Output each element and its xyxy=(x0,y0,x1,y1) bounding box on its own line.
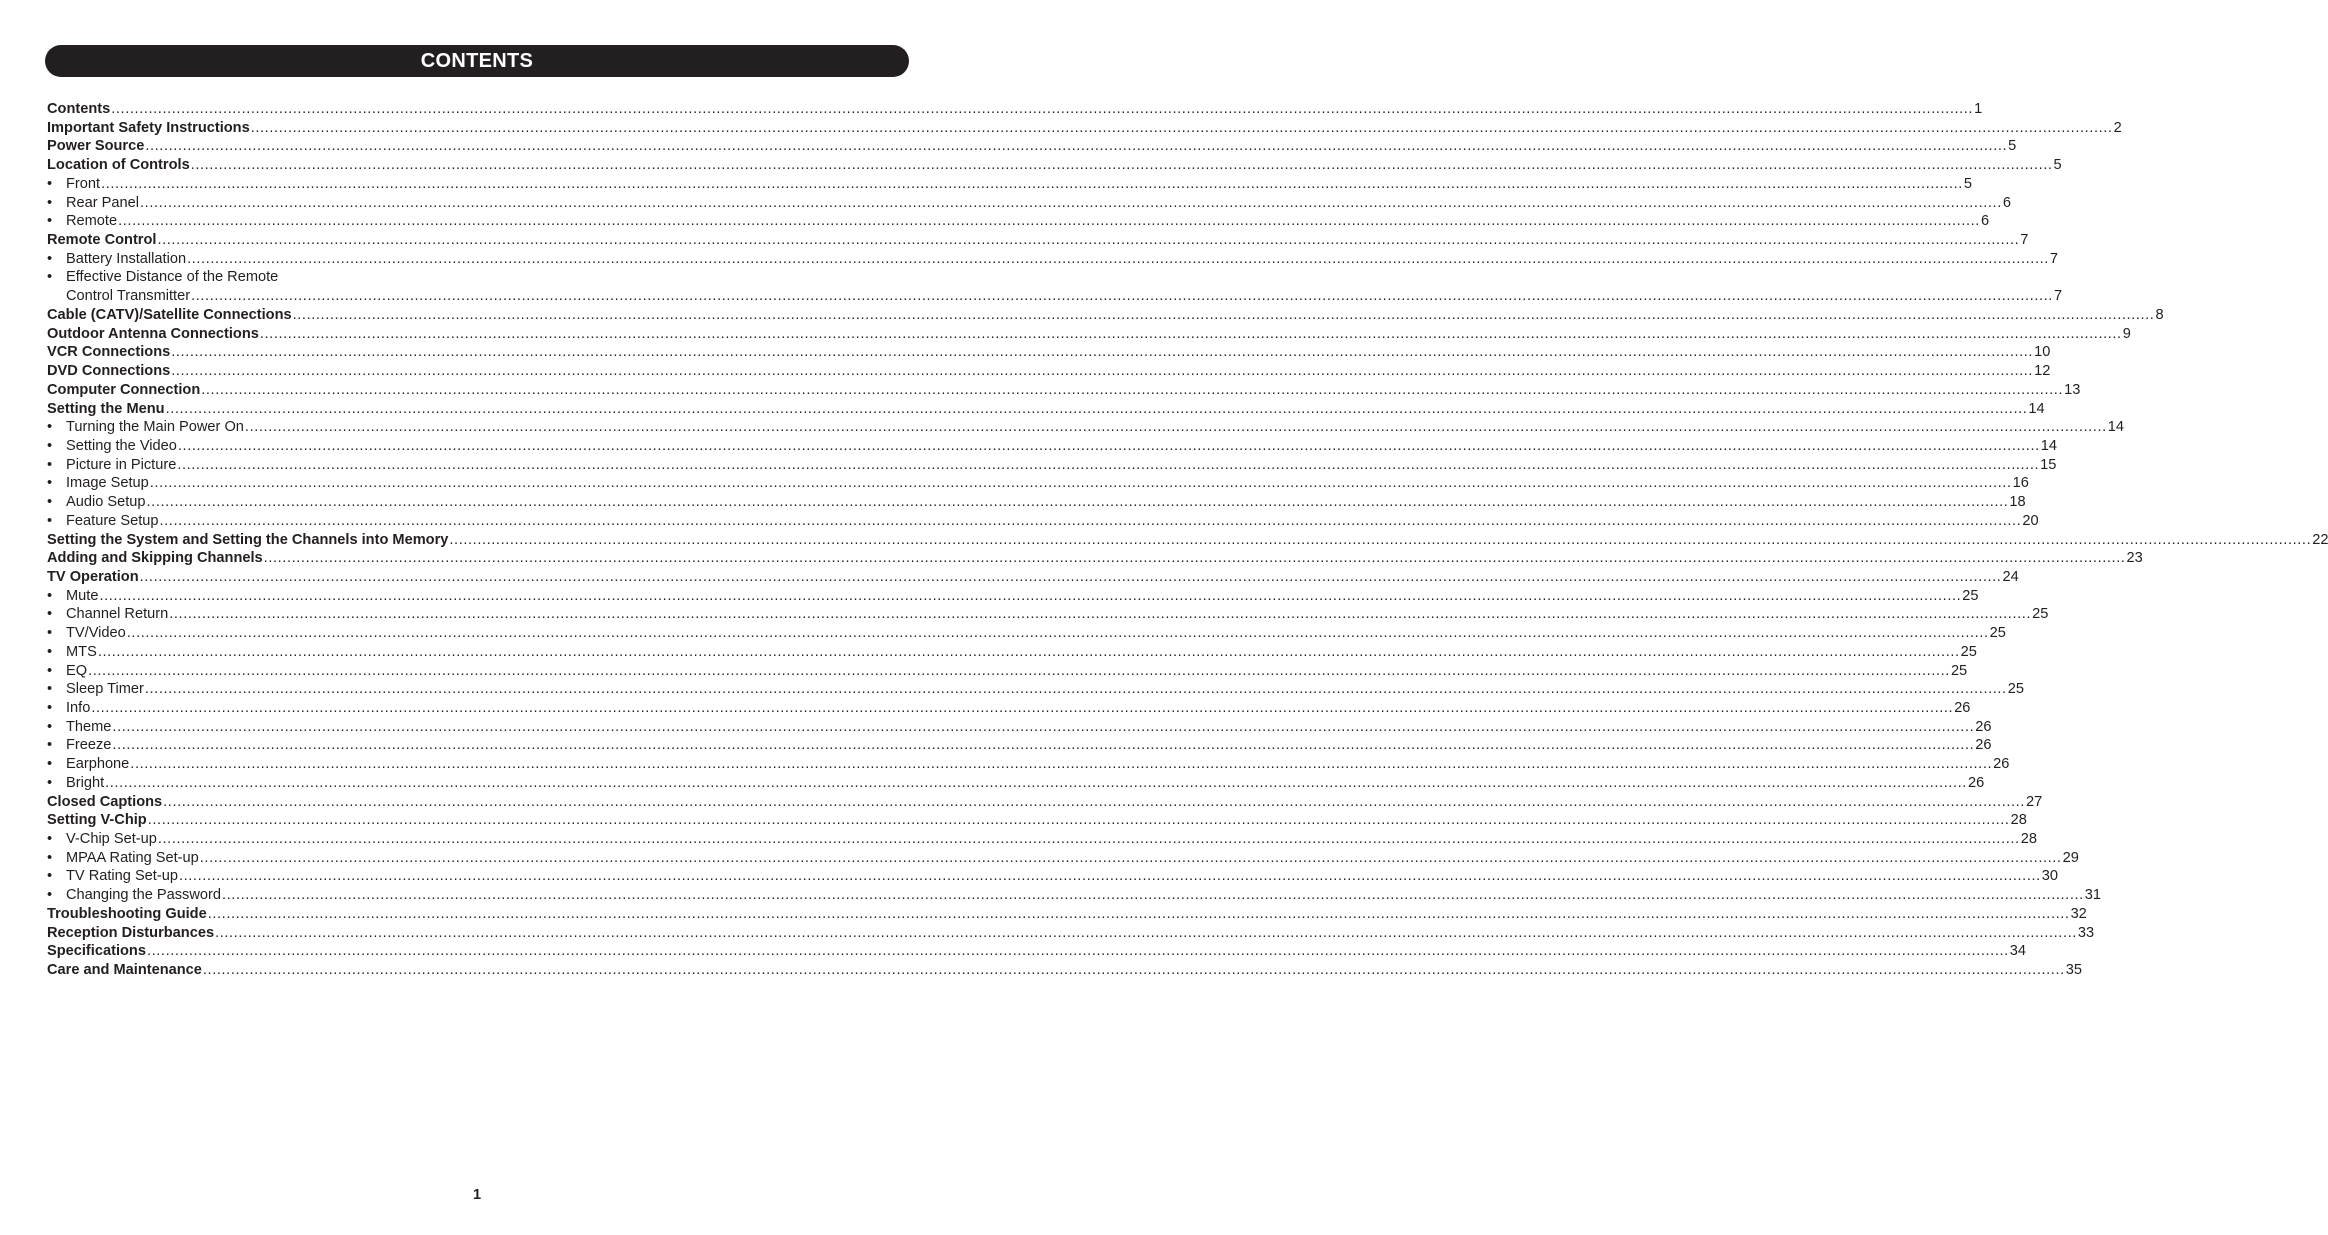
bullet-icon: • xyxy=(47,662,53,679)
bullet-icon: • xyxy=(47,250,53,267)
toc-entry xyxy=(47,137,2017,156)
dot-leader: ................................................................................................................................................................................................................................................................................................................................................................................................................ xyxy=(97,643,1960,660)
bullet-icon: • xyxy=(47,437,53,454)
toc-entry-page: 25 xyxy=(1962,587,1979,604)
toc-entry-page: 14 xyxy=(2028,400,2045,417)
toc-entry xyxy=(47,456,2057,475)
toc-entry-page: 5 xyxy=(1963,175,1973,192)
dot-leader: ................................................................................................................................................................................................................................................................................................................................................................................................................ xyxy=(165,400,2028,417)
toc-entry xyxy=(47,830,2037,849)
dot-leader: ................................................................................................................................................................................................................................................................................................................................................................................................................ xyxy=(163,793,2025,810)
dot-leader: ................................................................................................................................................................................................................................................................................................................................................................................................................ xyxy=(292,306,2155,323)
toc-entry-page: 34 xyxy=(2009,943,2027,960)
toc-entry xyxy=(47,942,2027,961)
toc-entry-page: 5 xyxy=(2008,138,2017,155)
dot-leader: ................................................................................................................................................................................................................................................................................................................................................................................................................ xyxy=(105,774,1967,791)
toc-entry-page: 26 xyxy=(1975,737,1992,754)
toc-entry-title: Earphone xyxy=(66,756,130,773)
toc-entry-title: Theme xyxy=(66,718,112,735)
dot-leader: ................................................................................................................................................................................................................................................................................................................................................................................................................ xyxy=(149,475,2012,492)
toc-entry-title: Bright xyxy=(66,774,105,791)
toc-entry xyxy=(47,268,888,287)
dot-leader: ................................................................................................................................................................................................................................................................................................................................................................................................................ xyxy=(88,662,1950,679)
page-number: 1 xyxy=(472,1187,482,1203)
dot-leader: ................................................................................................................................................................................................................................................................................................................................................................................................................ xyxy=(146,943,2009,960)
toc-entry xyxy=(47,605,2049,624)
toc-entry-page: 24 xyxy=(2002,568,2019,585)
toc-entry-title: Control Transmitter xyxy=(66,288,191,305)
dot-leader: ................................................................................................................................................................................................................................................................................................................................................................................................................ xyxy=(207,905,2070,922)
toc-entry-page: 23 xyxy=(2126,550,2143,567)
toc-entry-title: Care and Maintenance xyxy=(47,962,202,979)
dot-leader: ................................................................................................................................................................................................................................................................................................................................................................................................................ xyxy=(99,587,1962,604)
dot-leader: ................................................................................................................................................................................................................................................................................................................................................................................................................ xyxy=(202,962,2065,979)
bullet-icon: • xyxy=(47,456,53,473)
toc-entry-title: Adding and Skipping Channels xyxy=(47,550,263,567)
toc-entry-page: 6 xyxy=(2002,194,2011,211)
toc-entry-page: 28 xyxy=(2020,831,2037,848)
toc-entry-page: 25 xyxy=(2007,681,2024,698)
bullet-icon: • xyxy=(47,419,53,436)
toc-entry xyxy=(47,886,2102,905)
toc-entry-page: 7 xyxy=(2053,288,2063,305)
dot-leader: ................................................................................................................................................................................................................................................................................................................................................................................................................ xyxy=(139,568,2002,585)
toc-entry-title: TV Operation xyxy=(47,568,139,585)
dot-leader: ................................................................................................................................................................................................................................................................................................................................................................................................................ xyxy=(171,363,2034,380)
toc-entry-title: Info xyxy=(66,700,91,716)
bullet-icon: • xyxy=(47,831,53,848)
toc-entry xyxy=(47,100,1983,119)
toc-entry-title: Troubleshooting Guide xyxy=(47,905,207,922)
toc-entry-page: 33 xyxy=(2077,924,2095,941)
toc-entry-page: 26 xyxy=(1967,774,1985,791)
dot-leader: ................................................................................................................................................................................................................................................................................................................................................................................................................ xyxy=(130,756,1993,773)
dot-leader: ................................................................................................................................................................................................................................................................................................................................................................................................................ xyxy=(250,119,2113,136)
dot-leader: ................................................................................................................................................................................................................................................................................................................................................................................................................ xyxy=(169,606,2032,623)
toc-entry-page: 5 xyxy=(2053,157,2062,174)
toc-entry-title: Image Setup xyxy=(66,475,149,492)
bullet-icon: • xyxy=(47,475,53,492)
toc-entry-title: Audio Setup xyxy=(66,494,146,511)
toc-entry xyxy=(47,680,2024,699)
page-title: CONTENTS xyxy=(420,49,534,72)
toc-entry xyxy=(47,194,2011,213)
toc-entry xyxy=(47,718,1992,737)
dot-leader: ................................................................................................................................................................................................................................................................................................................................................................................................................ xyxy=(145,138,2008,155)
toc-entry xyxy=(47,849,2079,868)
toc-entry xyxy=(47,306,2164,325)
toc-entry xyxy=(47,699,1971,718)
toc-entry-title: Battery Installation xyxy=(66,250,187,267)
dot-leader: ................................................................................................................................................................................................................................................................................................................................................................................................................ xyxy=(147,812,2010,829)
dot-leader: ................................................................................................................................................................................................................................................................................................................................................................................................................ xyxy=(178,868,2041,885)
table-of-contents xyxy=(47,100,2328,980)
toc-entry-page: 9 xyxy=(2122,325,2131,342)
toc-entry-title: Changing the Password xyxy=(66,887,221,904)
toc-entry-title: Specifications xyxy=(47,943,146,960)
toc-entry xyxy=(47,774,1985,793)
bullet-icon: • xyxy=(47,774,53,791)
toc-entry-title: Mute xyxy=(66,587,99,604)
dot-leader: ................................................................................................................................................................................................................................................................................................................................................................................................................ xyxy=(263,550,2126,567)
toc-entry-title: Remote Control xyxy=(47,232,157,249)
toc-entry xyxy=(47,287,2063,306)
toc-entry-title: VCR Connections xyxy=(47,344,171,361)
toc-entry-page: 7 xyxy=(2049,250,2059,267)
toc-entry xyxy=(47,549,2143,568)
dot-leader: ................................................................................................................................................................................................................................................................................................................................................................................................................ xyxy=(171,344,2034,361)
toc-entry-title: Setting the Menu xyxy=(47,400,165,417)
toc-entry-title: Power Source xyxy=(47,138,145,155)
toc-entry xyxy=(47,512,2039,531)
toc-entry-title: Front xyxy=(66,175,101,192)
dot-leader: ................................................................................................................................................................................................................................................................................................................................................................................................................ xyxy=(118,213,1980,230)
toc-entry-title: Location of Controls xyxy=(47,157,190,174)
toc-entry-title: Computer Connection xyxy=(47,381,201,398)
bullet-icon: • xyxy=(47,718,53,735)
toc-entry-title: Important Safety Instructions xyxy=(47,119,250,136)
toc-entry xyxy=(47,250,2059,269)
toc-entry xyxy=(47,231,2029,250)
bullet-icon: • xyxy=(47,700,53,716)
toc-entry xyxy=(47,961,2082,980)
toc-entry-page: 13 xyxy=(2064,381,2081,398)
dot-leader: ................................................................................................................................................................................................................................................................................................................................................................................................................ xyxy=(91,700,1954,716)
toc-entry-page: 26 xyxy=(1975,718,1992,735)
toc-entry xyxy=(47,175,1973,194)
bullet-icon: • xyxy=(47,737,53,754)
toc-entry-page: 15 xyxy=(2040,456,2057,473)
dot-leader: ................................................................................................................................................................................................................................................................................................................................................................................................................ xyxy=(177,437,2040,454)
toc-entry-page: 2 xyxy=(2113,119,2122,136)
toc-entry-page: 25 xyxy=(1950,662,1968,679)
dot-leader: ................................................................................................................................................................................................................................................................................................................................................................................................................ xyxy=(157,831,2020,848)
toc-entry xyxy=(47,325,2131,344)
toc-entry xyxy=(47,867,2059,886)
dot-leader: ................................................................................................................................................................................................................................................................................................................................................................................................................ xyxy=(191,288,2053,305)
toc-entry-title: Cable (CATV)/Satellite Connections xyxy=(47,306,292,323)
toc-entry-title: Outdoor Antenna Connections xyxy=(47,325,259,342)
bullet-icon: • xyxy=(47,606,53,623)
toc-entry-page: 29 xyxy=(2062,849,2079,866)
toc-entry-title: Setting the System and Setting the Channels into Memory xyxy=(47,531,449,548)
toc-entry-page: 14 xyxy=(2107,419,2124,436)
toc-entry-page: 18 xyxy=(2009,494,2026,511)
bullet-icon: • xyxy=(47,269,53,286)
toc-entry xyxy=(47,362,2051,381)
toc-entry-title: Picture in Picture xyxy=(66,456,177,473)
bullet-icon: • xyxy=(47,175,53,192)
bullet-icon: • xyxy=(47,868,53,885)
bullet-icon: • xyxy=(47,756,53,773)
toc-entry-title: Reception Disturbances xyxy=(47,924,215,941)
toc-entry xyxy=(47,418,2124,437)
toc-entry xyxy=(47,474,2029,493)
toc-entry xyxy=(47,587,1979,606)
toc-entry-title: Freeze xyxy=(66,737,112,754)
toc-entry xyxy=(47,493,2026,512)
dot-leader: ................................................................................................................................................................................................................................................................................................................................................................................................................ xyxy=(111,101,1974,117)
bullet-icon: • xyxy=(47,587,53,604)
dot-leader: ................................................................................................................................................................................................................................................................................................................................................................................................................ xyxy=(244,419,2107,436)
bullet-icon: • xyxy=(47,643,53,660)
bullet-icon: • xyxy=(47,681,53,698)
toc-entry-title: TV Rating Set-up xyxy=(66,868,178,885)
toc-entry-page: 20 xyxy=(2022,512,2039,529)
toc-entry-title: V-Chip Set-up xyxy=(66,831,157,848)
toc-entry-title: DVD Connections xyxy=(47,363,171,380)
dot-leader: ................................................................................................................................................................................................................................................................................................................................................................................................................ xyxy=(140,194,2002,211)
toc-entry-title: TV/Video xyxy=(66,625,126,642)
toc-entry-page: 10 xyxy=(2034,344,2051,361)
toc-entry-page: 25 xyxy=(1960,643,1977,660)
toc-entry-page: 1 xyxy=(1974,101,1983,117)
dot-leader: ................................................................................................................................................................................................................................................................................................................................................................................................................ xyxy=(201,381,2064,398)
bullet-icon: • xyxy=(47,194,53,211)
toc-entry-title: Setting V-Chip xyxy=(47,812,147,829)
toc-entry-title: Effective Distance of the Remote xyxy=(66,269,279,286)
dot-leader: ................................................................................................................................................................................................................................................................................................................................................................................................................ xyxy=(221,887,2084,904)
toc-entry-page: 35 xyxy=(2065,962,2082,979)
toc-entry-page: 30 xyxy=(2041,868,2059,885)
toc-entry-page: 25 xyxy=(1989,625,2006,642)
bullet-icon: • xyxy=(47,213,53,230)
toc-entry-title: Sleep Timer xyxy=(66,681,144,698)
toc-entry xyxy=(47,400,2045,419)
toc-entry-page: 8 xyxy=(2155,306,2164,323)
toc-entry-title: MTS xyxy=(66,643,97,660)
bullet-icon: • xyxy=(47,625,53,642)
dot-leader: ................................................................................................................................................................................................................................................................................................................................................................................................................ xyxy=(215,924,2077,941)
toc-entry-page: 12 xyxy=(2034,363,2051,380)
dot-leader: ................................................................................................................................................................................................................................................................................................................................................................................................................ xyxy=(187,250,2049,267)
toc-entry-page: 7 xyxy=(2020,232,2029,249)
contents-header-banner xyxy=(45,45,909,77)
bullet-icon: • xyxy=(47,494,53,511)
toc-entry xyxy=(47,437,2057,456)
toc-entry-title: Contents xyxy=(47,101,111,117)
toc-entry xyxy=(47,924,2095,943)
toc-entry xyxy=(47,793,2043,812)
bullet-icon: • xyxy=(47,887,53,904)
toc-entry xyxy=(47,381,2081,400)
toc-entry xyxy=(47,662,1968,681)
bullet-icon: • xyxy=(47,849,53,866)
toc-entry-title: Remote xyxy=(66,213,118,230)
toc-entry-page: 27 xyxy=(2025,793,2043,810)
dot-leader: ................................................................................................................................................................................................................................................................................................................................................................................................................ xyxy=(101,175,1963,192)
toc-entry xyxy=(47,568,2019,587)
toc-entry-page: 16 xyxy=(2012,475,2029,492)
dot-leader: ................................................................................................................................................................................................................................................................................................................................................................................................................ xyxy=(112,718,1975,735)
toc-entry-page: 14 xyxy=(2040,437,2057,454)
dot-leader: ................................................................................................................................................................................................................................................................................................................................................................................................................ xyxy=(144,681,2007,698)
toc-entry-title: Rear Panel xyxy=(66,194,140,211)
toc-entry-page: 31 xyxy=(2084,887,2102,904)
toc-entry xyxy=(47,736,1992,755)
toc-entry xyxy=(47,643,1977,662)
toc-entry xyxy=(47,212,1990,231)
dot-leader: ................................................................................................................................................................................................................................................................................................................................................................................................................ xyxy=(112,737,1975,754)
toc-entry-title: EQ xyxy=(66,662,88,679)
toc-entry-page: 25 xyxy=(2032,606,2049,623)
toc-entry xyxy=(47,755,2010,774)
dot-leader: ................................................................................................................................................................................................................................................................................................................................................................................................................ xyxy=(126,625,1989,642)
toc-entry-page: 28 xyxy=(2010,812,2027,829)
toc-entry xyxy=(47,811,2027,830)
dot-leader: ................................................................................................................................................................................................................................................................................................................................................................................................................ xyxy=(199,849,2062,866)
dot-leader: ................................................................................................................................................................................................................................................................................................................................................................................................................ xyxy=(157,232,2020,249)
toc-entry xyxy=(47,119,2122,138)
toc-entry-title: Closed Captions xyxy=(47,793,163,810)
dot-leader: ................................................................................................................................................................................................................................................................................................................................................................................................................ xyxy=(190,157,2053,174)
toc-entry-page: 6 xyxy=(1980,213,1990,230)
dot-leader: ................................................................................................................................................................................................................................................................................................................................................................................................................ xyxy=(177,456,2040,473)
dot-leader: ................................................................................................................................................................................................................................................................................................................................................................................................................ xyxy=(259,325,2122,342)
toc-entry-page: 32 xyxy=(2070,905,2087,922)
toc-entry xyxy=(47,156,2062,175)
dot-leader: ................................................................................................................................................................................................................................................................................................................................................................................................................ xyxy=(159,512,2022,529)
toc-entry xyxy=(47,905,2087,924)
toc-entry-page: 26 xyxy=(1954,700,1971,716)
toc-entry-title: Setting the Video xyxy=(66,437,177,454)
toc-entry-title: MPAA Rating Set-up xyxy=(66,849,199,866)
dot-leader: ................................................................................................................................................................................................................................................................................................................................................................................................................ xyxy=(449,531,2312,548)
toc-entry xyxy=(47,531,2328,550)
toc-entry-title: Turning the Main Power On xyxy=(66,419,244,436)
toc-entry-page: 22 xyxy=(2312,531,2328,548)
dot-leader: ................................................................................................................................................................................................................................................................................................................................................................................................................ xyxy=(146,494,2009,511)
toc-entry-page: 26 xyxy=(1993,756,2010,773)
toc-entry-title: Channel Return xyxy=(66,606,169,623)
toc-entry xyxy=(47,624,2006,643)
toc-entry-title: Feature Setup xyxy=(66,512,159,529)
toc-entry xyxy=(47,343,2051,362)
bullet-icon: • xyxy=(47,512,53,529)
